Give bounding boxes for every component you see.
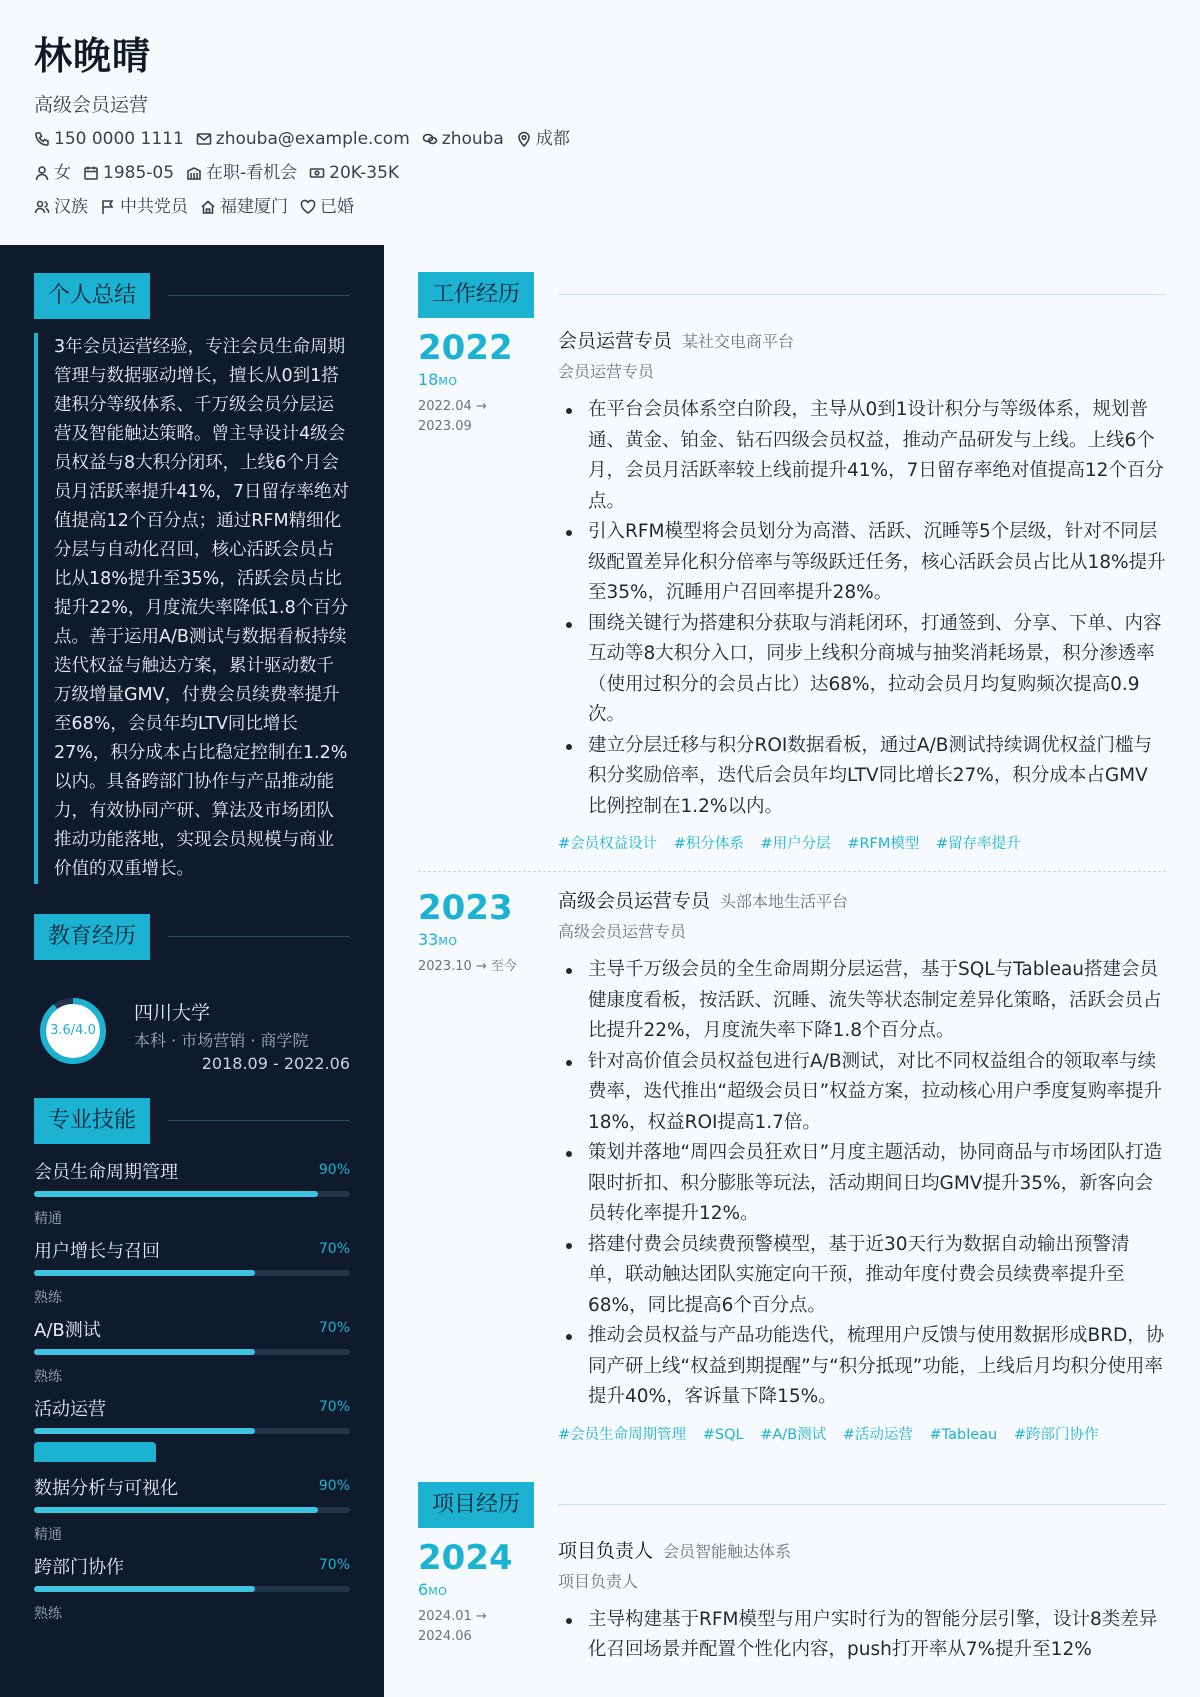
job-details bbox=[558, 328, 1166, 853]
job-role-line bbox=[558, 328, 1166, 355]
skill-percent: 90% bbox=[318, 1162, 350, 1178]
job-bullet: 搭建付费会员续费预警模型，基于近30天行为数据自动输出预警清单，联动触达团队实施定向干预，推动年度付费会员续费率提升至68%，同比提高6个百分点。 bbox=[558, 1230, 1166, 1322]
job-role: 会员运营专员 bbox=[558, 330, 673, 352]
job-bullets bbox=[558, 395, 1166, 822]
skill-level: 熟练 bbox=[34, 1606, 62, 1622]
job-role: 高级会员运营专员 bbox=[558, 890, 711, 912]
skill-bar-fill bbox=[34, 1586, 255, 1592]
phone-item bbox=[34, 126, 184, 152]
birth-text: 1985-05 bbox=[103, 163, 175, 183]
skill-bar-track bbox=[34, 1586, 350, 1592]
skill-item bbox=[34, 1474, 350, 1553]
job-role-line bbox=[558, 888, 1166, 915]
project-details bbox=[558, 1538, 1166, 1666]
job-divider bbox=[418, 871, 1166, 872]
summary-text: 3年会员运营经验，专注会员生命周期管理与数据驱动增长，擅长从0到1搭建积分等级体系、千万级会员分层运营及智能触达策略。曾主导设计4级会员权益与8大积分闭环，上线6个月会员月活跃率提升41%，7日留存率绝对值提高12个百分点；通过RFM精细化分层与自动化召回，核心活跃会员占比从18%提升至35%，活跃会员占比提升22%，月度流失率降低1.8个百分点。善于运用A/B测试与数据看板持续迭代权益与触达方案，累计驱动数千万级增量GMV，付费会员续费率提升至68%，会员年均LTV同比增长27%，积分成本占比稳定控制在1.2%以内。具备跨部门协作与产品推动能力，有效协同产研、算法及市场团队推动功能落地，实现会员规模与商业价值的双重增长。 bbox=[34, 333, 350, 884]
contact-row bbox=[34, 126, 1200, 152]
job-year: 2023 bbox=[418, 888, 513, 928]
tag: #会员生命周期管理 bbox=[558, 1426, 687, 1443]
tag: #SQL bbox=[702, 1426, 744, 1443]
wechat-text: zhouba bbox=[441, 129, 504, 149]
party-text: 中共党员 bbox=[120, 197, 188, 217]
email-item bbox=[196, 126, 410, 152]
skill-name: 数据分析与可视化 bbox=[34, 1478, 178, 1499]
education-heading: 教育经历 bbox=[34, 914, 150, 960]
skill-percent: 70% bbox=[318, 1557, 350, 1573]
skill-name: A/B测试 bbox=[34, 1320, 101, 1341]
project-duration bbox=[418, 1580, 548, 1599]
section-divider bbox=[168, 1120, 350, 1121]
candidate-title: 高级会员运营 bbox=[34, 94, 149, 116]
duration-unit: MO bbox=[438, 935, 458, 948]
party-item bbox=[100, 194, 188, 220]
project-range: 2024.01 → 2024.06 bbox=[418, 1608, 487, 1644]
phone-text: 150 0000 1111 bbox=[54, 129, 184, 149]
flag-icon bbox=[100, 199, 116, 215]
skill-name: 会员生命周期管理 bbox=[34, 1162, 178, 1183]
ethnicity-item bbox=[34, 194, 88, 220]
personal-row bbox=[34, 160, 1200, 186]
skill-percent: 70% bbox=[318, 1241, 350, 1257]
next-section-label-clipped bbox=[34, 1442, 156, 1462]
duration-unit: MO bbox=[428, 1584, 448, 1598]
project-role-line bbox=[558, 1538, 1166, 1565]
job-entry bbox=[418, 328, 1166, 853]
section-divider bbox=[168, 936, 350, 937]
birth-item bbox=[83, 160, 174, 186]
duration-value: 6 bbox=[418, 1579, 429, 1599]
project-subrole: 项目负责人 bbox=[558, 1571, 639, 1591]
job-bullet: 引入RFM模型将会员划分为高潜、活跃、沉睡等5个层级，针对不同层级配置差异化积分倍率与等级跃迁任务，核心活跃会员占比从18%提升至35%，沉睡用户召回率提升28%。 bbox=[558, 517, 1166, 609]
city-text: 成都 bbox=[535, 129, 570, 149]
skill-level: 熟练 bbox=[34, 1369, 62, 1385]
tag: #积分体系 bbox=[673, 836, 744, 852]
skill-percent: 90% bbox=[318, 1478, 350, 1494]
job-tags bbox=[558, 1423, 1166, 1444]
duration-value: 18 bbox=[418, 370, 439, 389]
people-icon bbox=[34, 199, 50, 215]
job-duration bbox=[418, 930, 548, 949]
marital-text: 已婚 bbox=[320, 197, 354, 217]
skill-level: 精通 bbox=[34, 1211, 62, 1227]
skill-bar-track bbox=[34, 1191, 350, 1197]
money-icon bbox=[309, 165, 325, 181]
job-subrole: 会员运营专员 bbox=[558, 362, 655, 381]
tag: #RFM模型 bbox=[847, 836, 920, 852]
tag: #活动运营 bbox=[842, 1426, 913, 1443]
summary-section-header bbox=[34, 273, 350, 319]
duration-value: 33 bbox=[418, 930, 439, 949]
education-dates: 2018.09 - 2022.06 bbox=[201, 1054, 350, 1073]
job-subrole: 高级会员运营专员 bbox=[558, 922, 687, 941]
job-bullet: 建立分层迁移与积分ROI数据看板，通过A/B测试持续调优权益门槛与积分奖励倍率，迭代后会员年均LTV同比增长27%，积分成本占GMV比例控制在1.2%以内。 bbox=[558, 731, 1166, 823]
job-entry bbox=[418, 888, 1166, 1444]
project-year: 2024 bbox=[418, 1537, 513, 1578]
skill-bar-track bbox=[34, 1507, 350, 1513]
skill-item bbox=[34, 1553, 350, 1632]
skill-bar-fill bbox=[34, 1428, 255, 1434]
chat-icon bbox=[422, 131, 438, 147]
background-row bbox=[34, 194, 1200, 220]
duration-unit: MO bbox=[438, 375, 458, 388]
city-item bbox=[516, 126, 570, 152]
job-bullets bbox=[558, 955, 1166, 1413]
education-section-header bbox=[34, 914, 350, 960]
job-bullet: 围绕关键行为搭建积分获取与消耗闭环，打通签到、分享、下单、内容互动等8大积分入口，同步上线积分商城与抽奖消耗场景，积分渗透率（使用过积分的会员占比）达68%，拉动会员月均复购频次提高0.9次。 bbox=[558, 609, 1166, 731]
skills-list bbox=[34, 1158, 350, 1632]
job-range: 2023.10 → 至今 bbox=[418, 959, 517, 974]
job-details bbox=[558, 888, 1166, 1444]
skill-bar-track bbox=[34, 1428, 350, 1434]
gender-text: 女 bbox=[54, 163, 71, 183]
job-company: 某社交电商平台 bbox=[682, 332, 795, 351]
status-text: 在职-看机会 bbox=[206, 163, 298, 183]
section-divider bbox=[558, 294, 1166, 295]
job-bullet: 针对高价值会员权益包进行A/B测试，对比不同权益组合的领取率与续费率，迭代推出“超级会员日”权益方案，拉动核心用户季度复购率提升18%，权益ROI提高1.7倍。 bbox=[558, 1047, 1166, 1139]
work-heading: 工作经历 bbox=[418, 272, 534, 318]
project-bullets bbox=[558, 1605, 1166, 1666]
hometown-item bbox=[200, 194, 288, 220]
tag: #用户分层 bbox=[760, 836, 831, 852]
gpa-value: 3.6/4.0 bbox=[50, 1023, 96, 1038]
section-divider bbox=[168, 295, 350, 296]
skill-bar-fill bbox=[34, 1349, 255, 1355]
degree-info: 本科 · 市场营销 · 商学院 bbox=[134, 1031, 309, 1050]
section-divider bbox=[558, 1504, 1166, 1505]
location-icon bbox=[516, 131, 532, 147]
tag: #跨部门协作 bbox=[1013, 1426, 1099, 1443]
school-name: 四川大学 bbox=[134, 1002, 211, 1024]
project-timeline bbox=[418, 1538, 548, 1647]
skill-name: 用户增长与召回 bbox=[34, 1241, 160, 1262]
skill-item bbox=[34, 1316, 350, 1395]
tag: #Tableau bbox=[929, 1426, 998, 1443]
job-bullet: 主导千万级会员的全生命周期分层运营，基于SQL与Tableau搭建会员健康度看板，按活跃、沉睡、流失等状态制定差异化策略，活跃会员占比提升22%，月度流失率下降1.8个百分点。 bbox=[558, 955, 1166, 1047]
skill-bar-fill bbox=[34, 1270, 255, 1276]
job-timeline bbox=[418, 328, 548, 437]
job-duration bbox=[418, 370, 548, 389]
calendar-icon bbox=[83, 165, 99, 181]
project-section-header bbox=[418, 1482, 1166, 1528]
skill-item bbox=[34, 1395, 350, 1474]
wechat-item bbox=[422, 126, 504, 152]
skill-name: 活动运营 bbox=[34, 1399, 106, 1420]
job-company: 头部本地生活平台 bbox=[720, 892, 849, 911]
status-item bbox=[186, 160, 297, 186]
job-bullet: 推动会员权益与产品功能迭代，梳理用户反馈与使用数据形成BRD，协同产研上线“权益到期提醒”与“积分抵现”功能，上线后月均积分使用率提升40%，客诉量下降15%。 bbox=[558, 1321, 1166, 1413]
person-icon bbox=[34, 165, 50, 181]
job-bullet: 策划并落地“周四会员狂欢日”月度主题活动，协同商品与市场团队打造限时折扣、积分膨胀等玩法，活动期间日均GMV提升35%，新客向会员转化率提升12%。 bbox=[558, 1138, 1166, 1230]
skill-level: 精通 bbox=[34, 1527, 62, 1543]
summary-heading: 个人总结 bbox=[34, 273, 150, 319]
gender-item bbox=[34, 160, 71, 186]
mail-icon bbox=[196, 131, 212, 147]
project-name: 会员智能触达体系 bbox=[663, 1541, 792, 1561]
tag: #留存率提升 bbox=[935, 836, 1021, 852]
marital-item bbox=[300, 194, 354, 220]
building-icon bbox=[186, 165, 202, 181]
phone-icon bbox=[34, 131, 50, 147]
skill-bar-fill bbox=[34, 1191, 318, 1197]
skill-percent: 70% bbox=[318, 1399, 350, 1415]
skill-bar-track bbox=[34, 1349, 350, 1355]
candidate-name: 林晚晴 bbox=[34, 34, 152, 78]
skill-level: 熟练 bbox=[34, 1290, 62, 1306]
ethnicity-text: 汉族 bbox=[54, 197, 88, 217]
skills-heading: 专业技能 bbox=[34, 1098, 150, 1144]
project-heading: 项目经历 bbox=[418, 1482, 534, 1528]
skills-section-header bbox=[34, 1098, 350, 1144]
main-content bbox=[418, 272, 1166, 1666]
hometown-text: 福建厦门 bbox=[220, 197, 288, 217]
skill-bar-track bbox=[34, 1270, 350, 1276]
skill-bar-fill bbox=[34, 1507, 318, 1513]
skill-percent: 70% bbox=[318, 1320, 350, 1336]
salary-item bbox=[309, 160, 399, 186]
salary-text: 20K-35K bbox=[329, 163, 400, 183]
home-icon bbox=[200, 199, 216, 215]
tag: #会员权益设计 bbox=[558, 836, 658, 852]
tag: #A/B测试 bbox=[760, 1426, 827, 1443]
project-bullet: 主导构建基于RFM模型与用户实时行为的智能分层引擎，设计8类差异化召回场景并配置个性化内容，push打开率从7%提升至12% bbox=[558, 1605, 1166, 1666]
resume-header bbox=[0, 0, 1200, 245]
education-entry bbox=[34, 974, 350, 1086]
work-section-header bbox=[418, 272, 1166, 318]
job-year: 2022 bbox=[418, 328, 513, 368]
heart-icon bbox=[300, 199, 316, 215]
project-role: 项目负责人 bbox=[558, 1539, 654, 1562]
job-tags bbox=[558, 832, 1166, 853]
sidebar bbox=[0, 245, 384, 1697]
skill-item bbox=[34, 1237, 350, 1316]
job-bullet: 在平台会员体系空白阶段，主导从0到1设计积分与等级体系，规划普通、黄金、铂金、钻石四级会员权益，推动产品研发与上线。上线6个月，会员月活跃率较上线前提升41%，7日留存率绝对值提高12个百分点。 bbox=[558, 395, 1166, 517]
job-range: 2022.04 → 2023.09 bbox=[418, 399, 487, 434]
email-text: zhouba@example.com bbox=[215, 129, 410, 149]
project-entry bbox=[418, 1538, 1166, 1666]
skill-name: 跨部门协作 bbox=[34, 1557, 124, 1578]
skill-item bbox=[34, 1158, 350, 1237]
job-timeline bbox=[418, 888, 548, 977]
